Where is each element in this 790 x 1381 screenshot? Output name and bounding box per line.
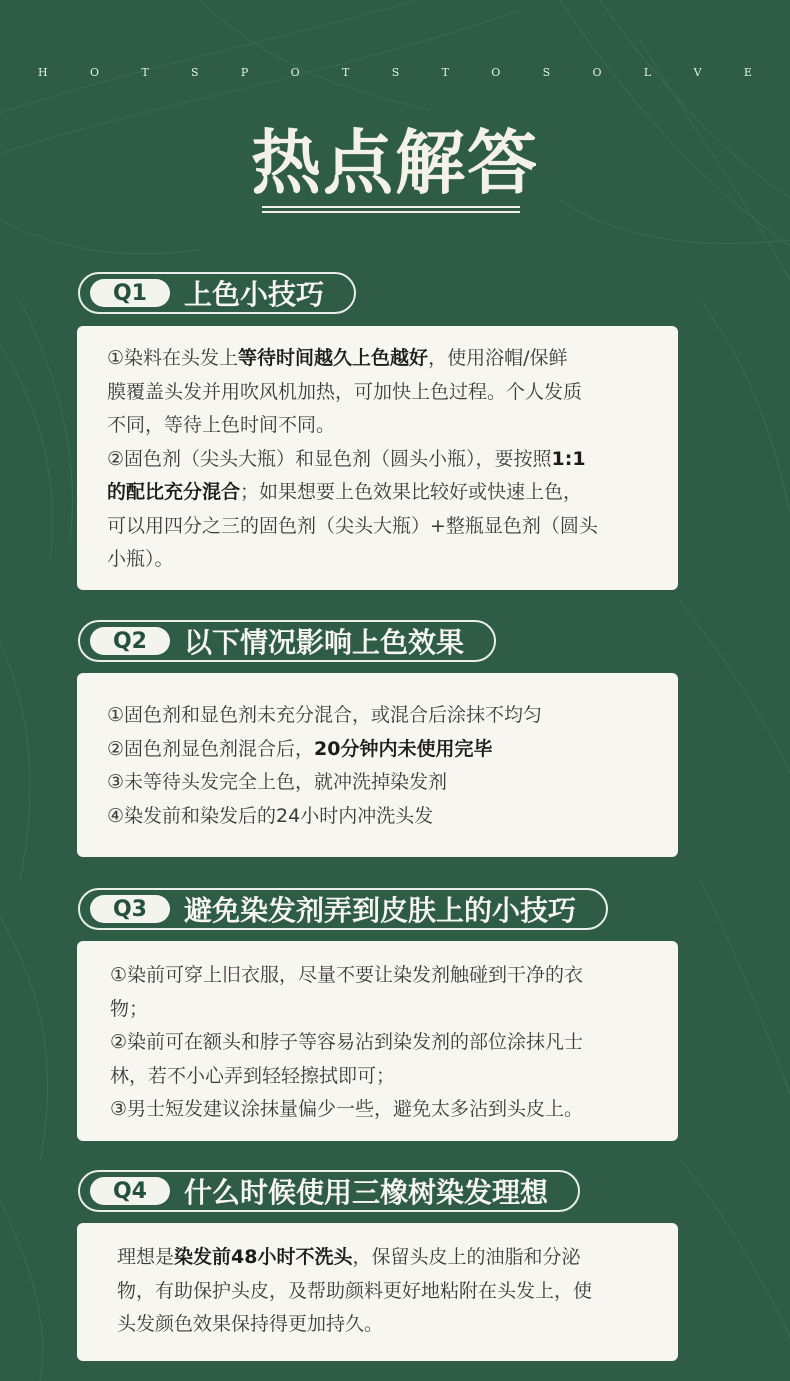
body-text: 膜覆盖头发并用吹风机加热，可加快上色过程。个人发质 xyxy=(107,380,583,403)
card-line xyxy=(107,543,658,577)
emphasis-text: 的配比充分混合 xyxy=(107,481,241,503)
card-line xyxy=(110,993,658,1027)
body-text: ①染前可穿上旧衣服，尽量不要让染发剂触碰到干净的衣 xyxy=(110,964,584,986)
card-line xyxy=(117,1308,658,1342)
card-line xyxy=(107,800,658,834)
body-text: ③未等待头发完全上色，就冲洗掉染发剂 xyxy=(107,771,448,793)
section-title: 上色小技巧 xyxy=(184,278,325,311)
emphasis-text: 等待时间越久上色越好 xyxy=(238,347,429,369)
section-card-q1 xyxy=(77,326,678,590)
eyebrow-letter: H xyxy=(38,66,48,79)
section-card-q2 xyxy=(77,673,678,857)
body-text: 头发颜色效果保持得更加持久。 xyxy=(117,1313,384,1335)
card-line xyxy=(110,1060,658,1094)
card-line xyxy=(107,510,658,544)
section-card-q4 xyxy=(77,1223,678,1361)
section-header-q2 xyxy=(78,620,496,662)
section-header-q4 xyxy=(78,1170,580,1212)
section-header-q1 xyxy=(78,272,356,314)
body-text: 不同，等待上色时间不同。 xyxy=(107,414,336,436)
eyebrow-letter: O xyxy=(592,66,602,79)
eyebrow-letter: O xyxy=(290,66,300,79)
card-line xyxy=(107,766,658,800)
body-text: 小瓶）。 xyxy=(107,548,174,570)
body-text: ②固色剂显色剂混合后， xyxy=(107,737,315,760)
body-text: 林，若不小心弄到轻轻擦拭即可； xyxy=(110,1064,396,1087)
body-text: ①固色剂和显色剂未充分混合，或混合后涂抹不均匀 xyxy=(107,704,543,726)
card-line xyxy=(117,1275,658,1309)
page-title: 热点解答 xyxy=(251,121,539,204)
card-line xyxy=(117,1241,658,1275)
emphasis-text: 20分钟内未使用完毕 xyxy=(314,737,493,760)
card-line xyxy=(110,1093,658,1127)
section-title: 什么时候使用三橡树染发理想 xyxy=(184,1176,549,1209)
body-text: 物，有助保护头皮，及帮助颜料更好地粘附在头发上，使 xyxy=(117,1279,593,1302)
body-text: 理想是 xyxy=(117,1246,175,1268)
body-text: 可以用四分之三的固色剂（尖头大瓶）+整瓶显色剂（圆头 xyxy=(107,514,598,537)
card-line xyxy=(107,409,658,443)
eyebrow-letter: P xyxy=(240,66,249,79)
q-badge: Q3 xyxy=(90,895,170,923)
body-text: ②固色剂（尖头大瓶）和显色剂（圆头小瓶），要按照 xyxy=(107,447,552,470)
section-title: 以下情况影响上色效果 xyxy=(184,626,465,659)
body-text: ④染发前和染发后的24小时内冲洗头发 xyxy=(107,804,434,827)
body-text: ①染料在头发上 xyxy=(107,347,239,369)
body-text: ②染前可在额头和脖子等容易沾到染发剂的部位涂抹凡士 xyxy=(110,1031,584,1053)
body-text: ，使用浴帽/保鲜 xyxy=(428,347,568,369)
title-underline xyxy=(262,206,520,208)
card-line xyxy=(107,443,658,477)
section-title: 避免染发剂弄到皮肤上的小技巧 xyxy=(184,894,577,927)
card-line xyxy=(110,959,658,993)
eyebrow-letter: E xyxy=(743,66,752,79)
emphasis-text: 1:1 xyxy=(551,447,586,470)
card-line xyxy=(107,376,658,410)
section-card-q3 xyxy=(77,941,678,1141)
body-text: ；如果想要上色效果比较好或快速上色， xyxy=(240,481,583,503)
section-header-q3 xyxy=(78,888,608,930)
eyebrow-letter: V xyxy=(693,66,702,79)
body-text: ③男士短发建议涂抹量偏少一些，避免太多沾到头皮上。 xyxy=(110,1098,584,1120)
eyebrow-letter: T xyxy=(441,66,449,79)
eyebrow-letter: L xyxy=(643,66,652,79)
card-text xyxy=(107,342,658,577)
card-text xyxy=(110,959,658,1127)
eyebrow-letter: T xyxy=(342,66,350,79)
card-line xyxy=(107,699,658,733)
card-line xyxy=(110,1026,658,1060)
eyebrow-letter: O xyxy=(89,66,99,79)
q-badge: Q4 xyxy=(90,1177,170,1205)
eyebrow-letter: T xyxy=(141,66,149,79)
eyebrow-letter: O xyxy=(491,66,501,79)
eyebrow-letter: S xyxy=(391,66,400,79)
eyebrow-caption xyxy=(0,66,790,79)
card-line xyxy=(107,476,658,510)
card-line xyxy=(107,342,658,376)
card-text xyxy=(107,699,658,833)
eyebrow-letter: S xyxy=(542,66,551,79)
title-underline-second xyxy=(262,211,520,213)
emphasis-text: 染发前48小时不洗头 xyxy=(174,1246,353,1268)
body-text: 物； xyxy=(110,997,149,1020)
q-badge: Q2 xyxy=(90,627,170,655)
q-badge: Q1 xyxy=(90,279,170,307)
eyebrow-letter: S xyxy=(191,66,199,79)
card-line xyxy=(107,733,658,767)
card-text xyxy=(117,1241,658,1342)
body-text: ，保留头皮上的油脂和分泌 xyxy=(352,1246,581,1268)
